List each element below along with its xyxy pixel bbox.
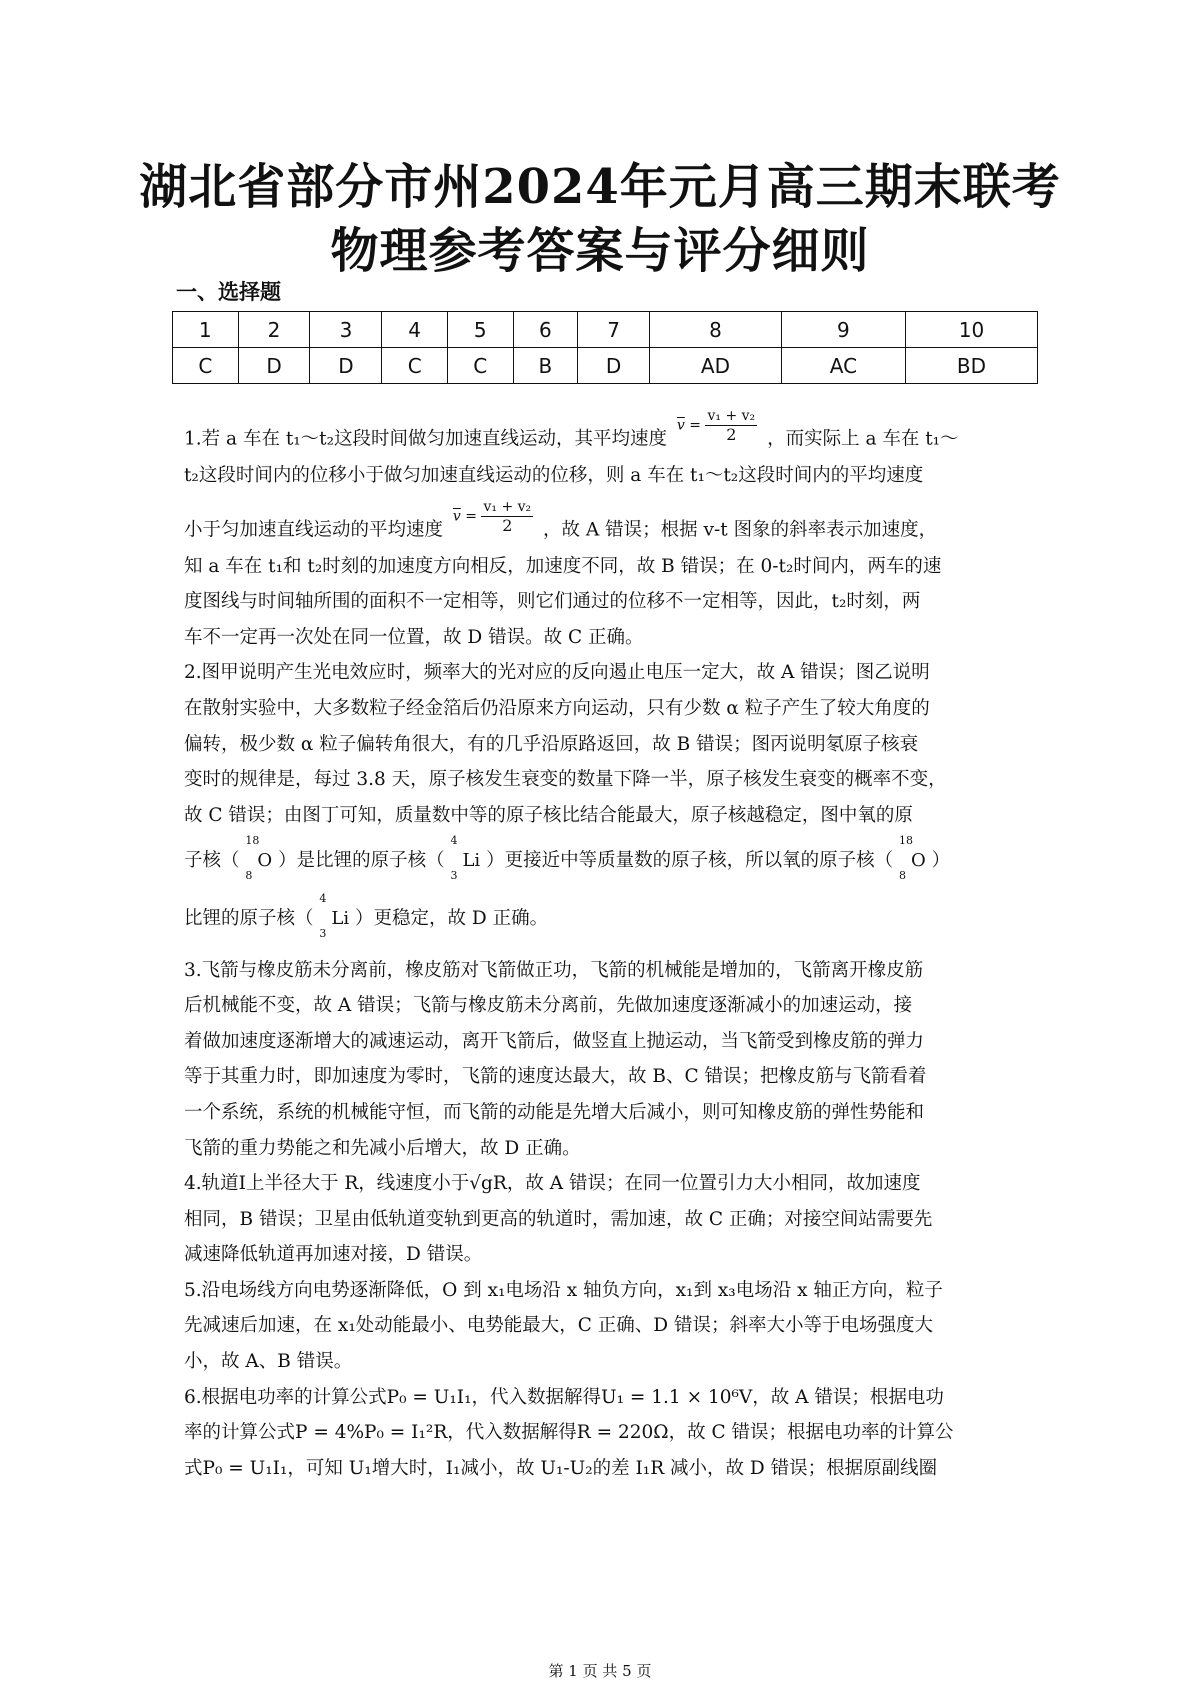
- mass-number: 4: [319, 891, 327, 905]
- q3-line-3: 着做加速度逐渐增大的减速运动，离开飞箭后，做竖直上抛运动，当飞箭受到橡皮筋的弹力: [184, 1030, 925, 1052]
- q1-line-4: 知 a 车在 t₁和 t₂时刻的加速度方向相反，加速度不同，故 B 错误；在 0-t₂时间内，两车的速: [184, 555, 942, 577]
- q2-text-7b: ）更稳定，故 D 正确。: [355, 907, 549, 929]
- q2-text-6c: ）更接近中等质量数的原子核，所以氧的原子核（: [486, 850, 894, 872]
- question-number-cell: 1: [173, 312, 239, 348]
- q1-text-3a: 小于匀加速直线运动的平均速度: [184, 519, 444, 541]
- lithium-nucleus: [319, 891, 350, 940]
- question-number-cell: 5: [447, 312, 513, 348]
- answer-cell: AC: [781, 348, 905, 384]
- q4-line-2: 相同，B 错误；卫星由低轨道变轨到更高的轨道时，需加速，故 C 正确；对接空间站需要先: [184, 1208, 933, 1230]
- answer-cell: D: [578, 348, 650, 384]
- q2-line-7: [184, 891, 1024, 940]
- answer-cell: AD: [650, 348, 782, 384]
- atomic-number: 8: [245, 868, 253, 882]
- question-number-cell: 7: [578, 312, 650, 348]
- oxygen-nucleus: [245, 834, 273, 882]
- q2-line-3: 偏转，极少数 α 粒子偏转角很大，有的几乎沿原路返回，故 B 错误；图丙说明氡原子核衰: [184, 733, 919, 755]
- q3-line-4: 等于其重力时，即加速度为零时，飞箭的速度达最大，故 B、C 错误；把橡皮筋与飞箭看着: [184, 1066, 927, 1088]
- answer-cell: D: [238, 348, 310, 384]
- q2-line-1: 2.图甲说明产生光电效应时，频率大的光对应的反向遏止电压一定大，故 A 错误；图乙说明: [184, 662, 930, 684]
- answer-cell: C: [382, 348, 448, 384]
- q4-line-1: 4.轨道Ⅰ上半径大于 R，线速度小于√gR，故 A 错误；在同一位置引力大小相同，故加速度: [184, 1173, 921, 1195]
- answer-cell: D: [310, 348, 382, 384]
- q1-text-1a: 1.若 a 车在 t₁～t₂这段时间做匀加速直线运动，其平均速度: [184, 428, 668, 450]
- q3-line-6: 飞箭的重力势能之和先减小后增大，故 D 正确。: [184, 1137, 581, 1159]
- frac-numerator: v₁ + v₂: [707, 408, 756, 424]
- v-bar: $\overline{v}$: [676, 417, 685, 434]
- q1-line-5: 度图线与时间轴所围的面积不一定相等，则它们通过的位移不一定相等，因此，t₂时刻，两: [184, 591, 921, 613]
- q1-line-6: 车不一定再一次处在同一位置，故 D 错误。故 C 正确。: [184, 626, 644, 648]
- q2-text-7a: 比锂的原子核（: [184, 907, 314, 929]
- question-number-cell: 6: [513, 312, 578, 348]
- average-velocity-formula: $\overline{v}$ = $\frac{\text{v₁ + v₂}}{2}$: [676, 408, 756, 444]
- q2-line-4: 变时的规律是，每过 3.8 天，原子核发生衰变的数量下降一半，原子核发生衰变的概率不变，: [184, 769, 947, 791]
- atomic-number: 8: [898, 868, 906, 882]
- atomic-number: 3: [319, 926, 327, 940]
- frac-denominator: 2: [502, 515, 513, 535]
- answer-table: [172, 311, 1038, 384]
- q1-line-3: [184, 498, 1024, 549]
- element-symbol: Li: [331, 907, 350, 929]
- answer-cell: BD: [905, 348, 1037, 384]
- question-number-cell: 2: [238, 312, 310, 348]
- q2-text-6b: ）是比锂的原子核（: [278, 850, 445, 872]
- section-heading: 一、选择题: [176, 280, 281, 304]
- q6-line-2: 率的计算公式P = 4%P₀ = I₁²R，代入数据解得R = 220Ω，故 C 错误；根据电功率的计算公: [184, 1422, 954, 1444]
- answer-table-number-row: [173, 312, 1038, 348]
- mass-number: 18: [245, 834, 260, 848]
- answer-cell: C: [173, 348, 239, 384]
- question-number-cell: 4: [382, 312, 448, 348]
- q3-line-1: 3.飞箭与橡皮筋未分离前，橡皮筋对飞箭做正功，飞箭的机械能是增加的，飞箭离开橡皮筋: [184, 959, 924, 981]
- q1-text-3b: ，故 A 错误；根据 v-t 图象的斜率表示加速度，: [543, 519, 938, 541]
- page-footer: 第 1 页 共 5 页: [548, 1662, 652, 1680]
- q4-line-3: 减速降低轨道再加速对接，D 错误。: [184, 1244, 483, 1266]
- q1-line-1: [184, 408, 1024, 458]
- explanation-body: [184, 408, 1024, 1486]
- oxygen-nucleus: [898, 834, 926, 882]
- mass-number: 4: [450, 834, 458, 848]
- q1-text-1b: ，而实际上 a 车在 t₁～: [767, 428, 959, 450]
- v-bar: $\overline{v}$: [452, 508, 461, 525]
- q1-line-2: t₂这段时间内的位移小于做匀加速直线运动的位移，则 a 车在 t₁～t₂这段时间内的平均速度: [184, 465, 924, 486]
- q2-text-6a: 子核（: [184, 850, 240, 872]
- answer-table-answer-row: [173, 348, 1038, 384]
- answer-cell: B: [513, 348, 578, 384]
- lithium-nucleus: [450, 834, 481, 882]
- q5-line-3: 小，故 A、B 错误。: [184, 1351, 353, 1373]
- question-number-cell: 9: [781, 312, 905, 348]
- question-number-cell: 3: [310, 312, 382, 348]
- question-number-cell: 10: [905, 312, 1037, 348]
- q6-line-3: 式P₀ = U₁I₁，可知 U₁增大时，I₁减小，故 U₁-U₂的差 I₁R 减小，故 D 错误；根据原副线圈: [184, 1457, 938, 1479]
- q2-line-6: [184, 834, 1024, 882]
- question-number-cell: 8: [650, 312, 782, 348]
- frac-denominator: 2: [726, 425, 737, 444]
- frac-numerator: v₁ + v₂: [483, 498, 532, 515]
- q5-line-1: 5.沿电场线方向电势逐渐降低，O 到 x₁电场沿 x 轴负方向，x₁到 x₃电场沿 x 轴正方向，粒子: [184, 1279, 943, 1301]
- element-symbol: Li: [462, 850, 481, 872]
- q2-line-5: 故 C 错误；由图丁可知，质量数中等的原子核比结合能最大，原子核越稳定，图中氧的原: [184, 804, 913, 826]
- q3-line-2: 后机械能不变，故 A 错误；飞箭与橡皮筋未分离前，先做加速度逐渐减小的加速运动，接: [184, 995, 913, 1017]
- atomic-number: 3: [450, 868, 458, 882]
- title-line-2: 物理参考答案与评分细则: [330, 223, 870, 279]
- q5-line-2: 先减速后加速，在 x₁处动能最小、电势能最大，C 正确、D 错误；斜率大小等于电场强度大: [184, 1315, 933, 1337]
- average-velocity-formula-2: $\overline{v}$ = $\frac{\text{v₁ + v₂}}{2}$: [452, 498, 532, 535]
- element-symbol: O: [257, 850, 273, 872]
- q3-line-5: 一个系统，系统的机械能守恒，而飞箭的动能是先增大后减小，则可知橡皮筋的弹性势能和: [184, 1101, 925, 1123]
- q6-line-1: 6.根据电功率的计算公式P₀ = U₁I₁，代入数据解得U₁ = 1.1 × 10⁶V，故 A 错误；根据电功: [184, 1386, 944, 1408]
- q2-text-6d: ）: [931, 850, 951, 872]
- mass-number: 18: [898, 834, 913, 848]
- element-symbol: O: [910, 850, 926, 872]
- answer-cell: C: [447, 348, 513, 384]
- q2-line-2: 在散射实验中，大多数粒子经金箔后仍沿原来方向运动，只有少数 α 粒子产生了较大角度的: [184, 697, 930, 719]
- title-line-1: 湖北省部分市州2024年元月高三期末联考: [139, 159, 1061, 215]
